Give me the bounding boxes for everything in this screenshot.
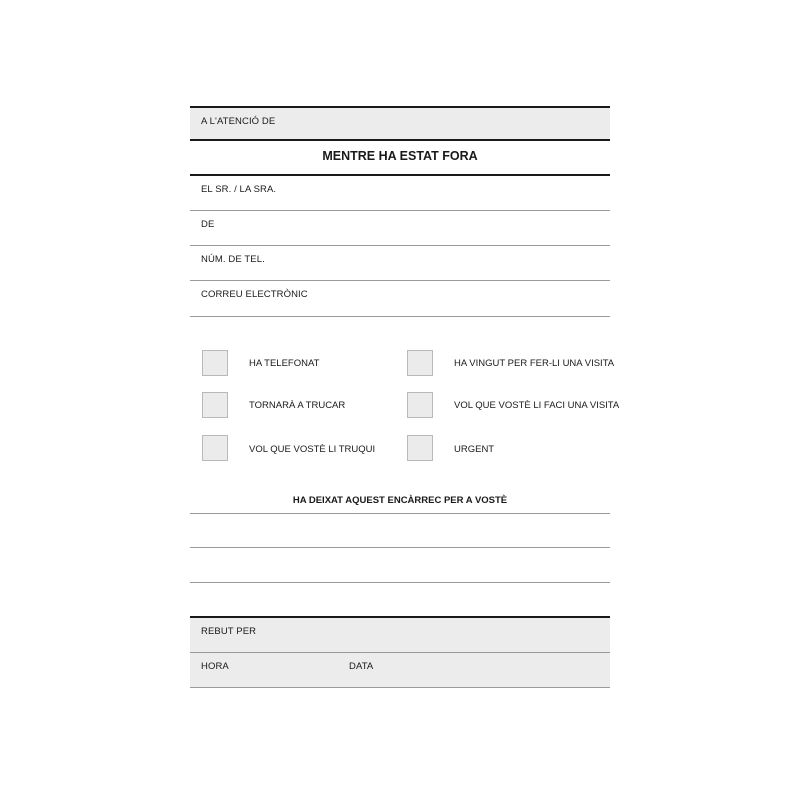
checkbox-urgent[interactable]: [407, 435, 433, 461]
checkbox-ha-vingut[interactable]: [407, 350, 433, 376]
field-sr-sra[interactable]: [190, 176, 610, 211]
checkbox-label: VOL QUE VOSTÈ LI TRUQUI: [249, 444, 376, 455]
message-line[interactable]: [190, 583, 610, 618]
checkbox-ha-telefonat[interactable]: [202, 350, 228, 376]
field-num-tel[interactable]: [190, 246, 610, 281]
checkbox-label: TORNARÀ A TRUCAR: [249, 400, 346, 411]
checkbox-label: HA TELEFONAT: [249, 358, 320, 369]
checkbox-vol-que-li-truqui[interactable]: [202, 435, 228, 461]
field-correu[interactable]: [190, 281, 610, 317]
message-line[interactable]: [190, 548, 610, 583]
field-correu-label: CORREU ELECTRÒNIC: [201, 289, 308, 300]
checkbox-section: [190, 317, 620, 513]
field-de[interactable]: [190, 211, 610, 246]
field-num-tel-label: NÚM. DE TEL.: [201, 254, 265, 265]
field-sr-sra-label: EL SR. / LA SRA.: [201, 184, 277, 195]
checkbox-label: VOL QUE VOSTÈ LI FACI UNA VISITA: [454, 400, 620, 411]
checkbox-label: HA VINGUT PER FER-LI UNA VISITA: [454, 358, 615, 369]
message-form: [190, 106, 620, 688]
checkbox-tornara-a-trucar[interactable]: [202, 392, 228, 418]
hora-label: HORA: [201, 661, 229, 672]
rebut-per-row[interactable]: [190, 618, 610, 653]
field-de-label: DE: [201, 219, 215, 230]
message-line[interactable]: [190, 513, 610, 548]
attention-row[interactable]: [190, 106, 610, 141]
message-title: HA DEIXAT AQUEST ENCÀRREC PER A VOSTÈ: [292, 495, 508, 506]
form-title: MENTRE HA ESTAT FORA: [190, 141, 610, 176]
checkbox-vol-que-li-faci-visita[interactable]: [407, 392, 433, 418]
hora-data-row[interactable]: [190, 653, 610, 688]
data-label: DATA: [349, 661, 374, 672]
attention-label: A L'ATENCIÓ DE: [201, 116, 276, 127]
checkbox-label: URGENT: [454, 444, 495, 455]
rebut-per-label: REBUT PER: [201, 626, 257, 637]
